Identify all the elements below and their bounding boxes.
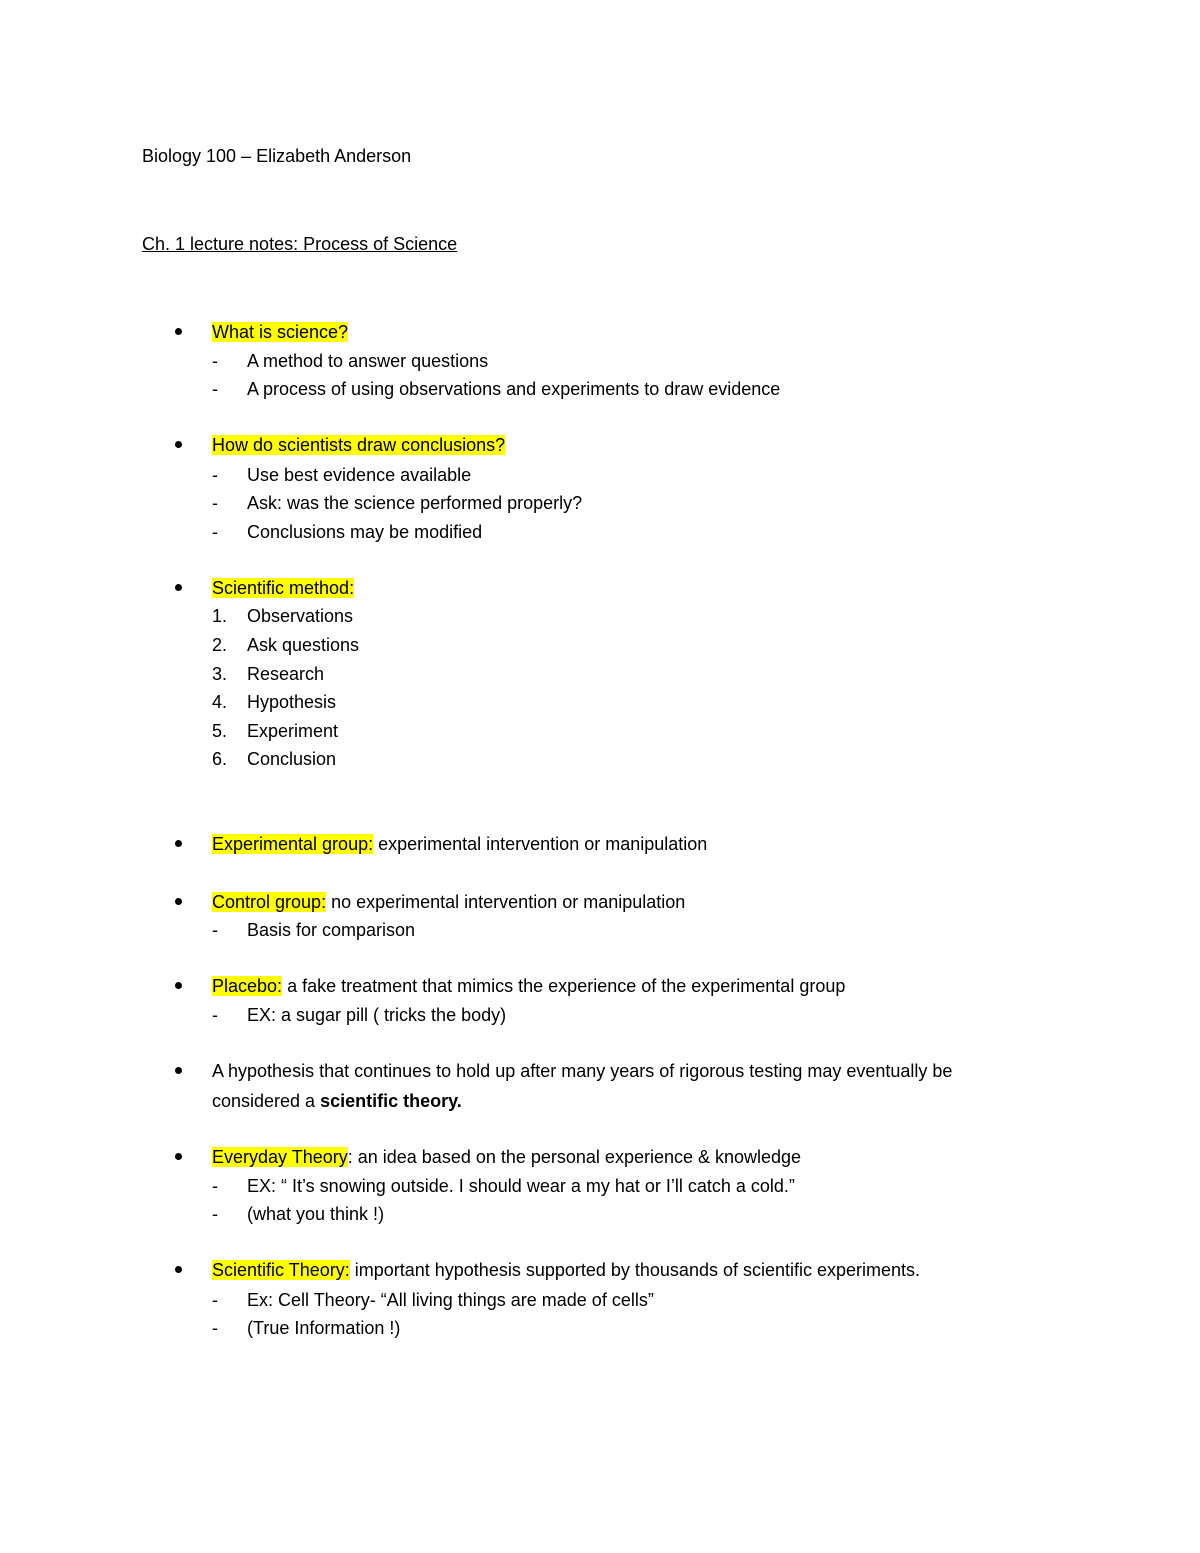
list-item: EX: a sugar pill ( tricks the body) [247, 1005, 507, 1025]
hypothesis-text-line1: A hypothesis that continues to hold up after many years of rigorous testing may eventually be [212, 1061, 953, 1081]
term-highlight: Placebo: [212, 976, 283, 996]
term-highlight: Scientific Theory: [212, 1260, 350, 1280]
dash-icon: - [212, 522, 218, 542]
bullet-icon [174, 433, 186, 457]
dash-icon: - [212, 1290, 218, 1310]
dash-icon: - [212, 920, 218, 940]
step-number: 4. [212, 692, 228, 712]
lecture-subtitle: Ch. 1 lecture notes: Process of Science [142, 234, 458, 254]
dash-icon: - [212, 1005, 218, 1025]
method-step: Research [247, 664, 325, 684]
hypothesis-text-line2: considered a scientific theory. [212, 1091, 462, 1111]
dash-icon: - [212, 493, 218, 513]
step-number: 1. [212, 606, 228, 626]
definition-experimental-group: Experimental group: experimental intervention or manipulation [212, 834, 708, 854]
list-item: Ex: Cell Theory- “All living things are made of cells” [247, 1290, 654, 1310]
heading-what-is-science: What is science? [212, 322, 349, 342]
term-highlight: Experimental group: [212, 834, 374, 854]
bullet-icon [174, 832, 186, 856]
dash-icon: - [212, 1318, 218, 1338]
method-step: Hypothesis [247, 692, 337, 712]
definition-placebo: Placebo: a fake treatment that mimics the experience of the experimental group [212, 976, 846, 996]
definition-everyday-theory: Everyday Theory: an idea based on the personal experience & knowledge [212, 1147, 802, 1167]
method-step: Ask questions [247, 635, 360, 655]
list-item: A method to answer questions [247, 351, 489, 371]
document-title: Biology 100 – Elizabeth Anderson [142, 146, 412, 166]
bullet-icon [174, 1258, 186, 1282]
list-item: (True Information !) [247, 1318, 401, 1338]
list-item: Conclusions may be modified [247, 522, 483, 542]
list-item: Use best evidence available [247, 465, 472, 485]
list-item: A process of using observations and experiments to draw evidence [247, 379, 781, 399]
method-step: Experiment [247, 721, 339, 741]
term-highlight: Control group: [212, 892, 327, 912]
dash-icon: - [212, 351, 218, 371]
step-number: 6. [212, 749, 228, 769]
bullet-icon [174, 320, 186, 344]
bullet-icon [174, 1059, 186, 1083]
step-number: 2. [212, 635, 228, 655]
step-number: 5. [212, 721, 228, 741]
bullet-icon [174, 890, 186, 914]
dash-icon: - [212, 1204, 218, 1224]
method-step: Conclusion [247, 749, 337, 769]
list-item: (what you think !) [247, 1204, 385, 1224]
definition-control-group: Control group: no experimental intervention or manipulation [212, 892, 686, 912]
bullet-icon [174, 974, 186, 998]
bullet-icon [174, 576, 186, 600]
list-item: Basis for comparison [247, 920, 416, 940]
list-item: Ask: was the science performed properly? [247, 493, 583, 513]
heading-conclusions: How do scientists draw conclusions? [212, 435, 506, 455]
dash-icon: - [212, 1176, 218, 1196]
term-highlight: Everyday Theory [212, 1147, 348, 1167]
definition-scientific-theory: Scientific Theory: important hypothesis supported by thousands of scientific experiments. [212, 1260, 921, 1280]
dash-icon: - [212, 379, 218, 399]
dash-icon: - [212, 465, 218, 485]
step-number: 3. [212, 664, 228, 684]
bullet-icon [174, 1145, 186, 1169]
heading-scientific-method: Scientific method: [212, 578, 355, 598]
method-step: Observations [247, 606, 354, 626]
list-item: EX: “ It’s snowing outside. I should wear a my hat or I’ll catch a cold.” [247, 1176, 795, 1196]
